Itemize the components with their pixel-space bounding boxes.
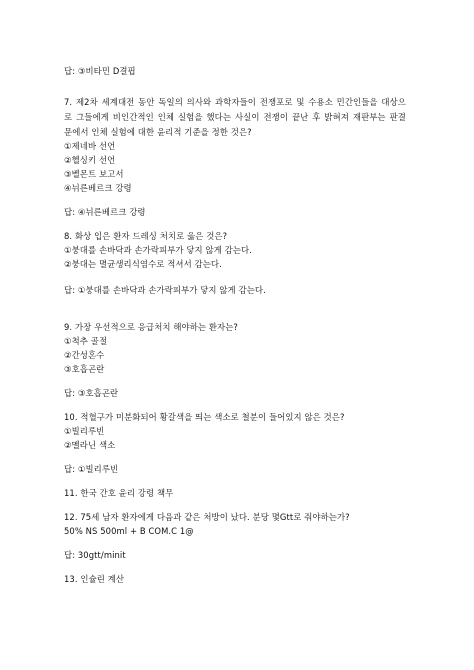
question-9-option-1: ①척추 골절 bbox=[64, 336, 108, 346]
question-13: 13. 인슐린 계산 bbox=[64, 574, 125, 584]
question-8-option-1: ①붕대를 손바닥과 손가락피부가 닿지 않게 감는다. bbox=[64, 245, 252, 255]
question-8-option-2: ②붕대는 멸균생리식염수로 적셔서 감는다. bbox=[64, 259, 222, 269]
question-9: 9. 가장 우선적으로 응급처치 해야하는 환자는? bbox=[64, 322, 238, 332]
question-12: 12. 75세 남자 환자에게 다음과 같은 처방이 났다. 분당 몇Gtt로 줘야하는가? bbox=[64, 512, 350, 522]
question-8-answer: 답: ①붕대를 손바닥과 손가락피부가 닿지 않게 감는다. bbox=[64, 285, 266, 295]
question-9-option-2: ②간성혼수 bbox=[64, 350, 105, 360]
question-9-answer: 답: ③호흡곤란 bbox=[64, 388, 119, 398]
question-10: 10. 적혈구가 미분화되어 황갈색을 띄는 색소로 철분이 들어있지 않은 것은? bbox=[64, 412, 345, 422]
question-7-option-3: ③벨몬트 보고서 bbox=[64, 169, 124, 179]
question-7-line-1: 7. 제2차 세계대전 동안 독일의 의사와 과학자들이 전쟁포로 및 수용소 민간인들을 대상으 bbox=[64, 97, 406, 107]
question-10-option-2: ②멜라닌 색소 bbox=[64, 440, 116, 450]
question-12-order: 50% NS 500ml + B COM.C 1@ bbox=[64, 526, 194, 536]
question-10-option-1: ①빌리루빈 bbox=[64, 426, 105, 436]
question-7-line-2: 로 그들에게 비인간적인 인체 실험을 했다는 사실이 전쟁이 끝난 후 밝혀져 재판부는 판결 bbox=[64, 112, 406, 122]
question-7-option-1: ①제네바 선언 bbox=[64, 141, 116, 151]
question-7-answer: 답: ④뉘른베르크 강령 bbox=[64, 207, 146, 217]
question-11: 11. 한국 간호 윤리 강령 책무 bbox=[64, 488, 174, 498]
question-9-option-3: ③호흡곤란 bbox=[64, 364, 105, 374]
question-7-option-2: ②헬싱키 선언 bbox=[64, 155, 116, 165]
question-12-answer: 답: 30gtt/minit bbox=[64, 550, 126, 560]
question-8: 8. 화상 입은 환자 드레싱 처치로 옳은 것은? bbox=[64, 231, 228, 241]
question-10-answer: 답: ①빌리루빈 bbox=[64, 464, 119, 474]
question-7-option-4: ④뉘른베르크 강령 bbox=[64, 183, 132, 193]
question-7-line-3: 문에서 인체 실험에 대한 윤리적 기준을 정한 것은? bbox=[64, 127, 252, 137]
previous-answer: 답: ③비타민 D결핍 bbox=[64, 66, 136, 76]
